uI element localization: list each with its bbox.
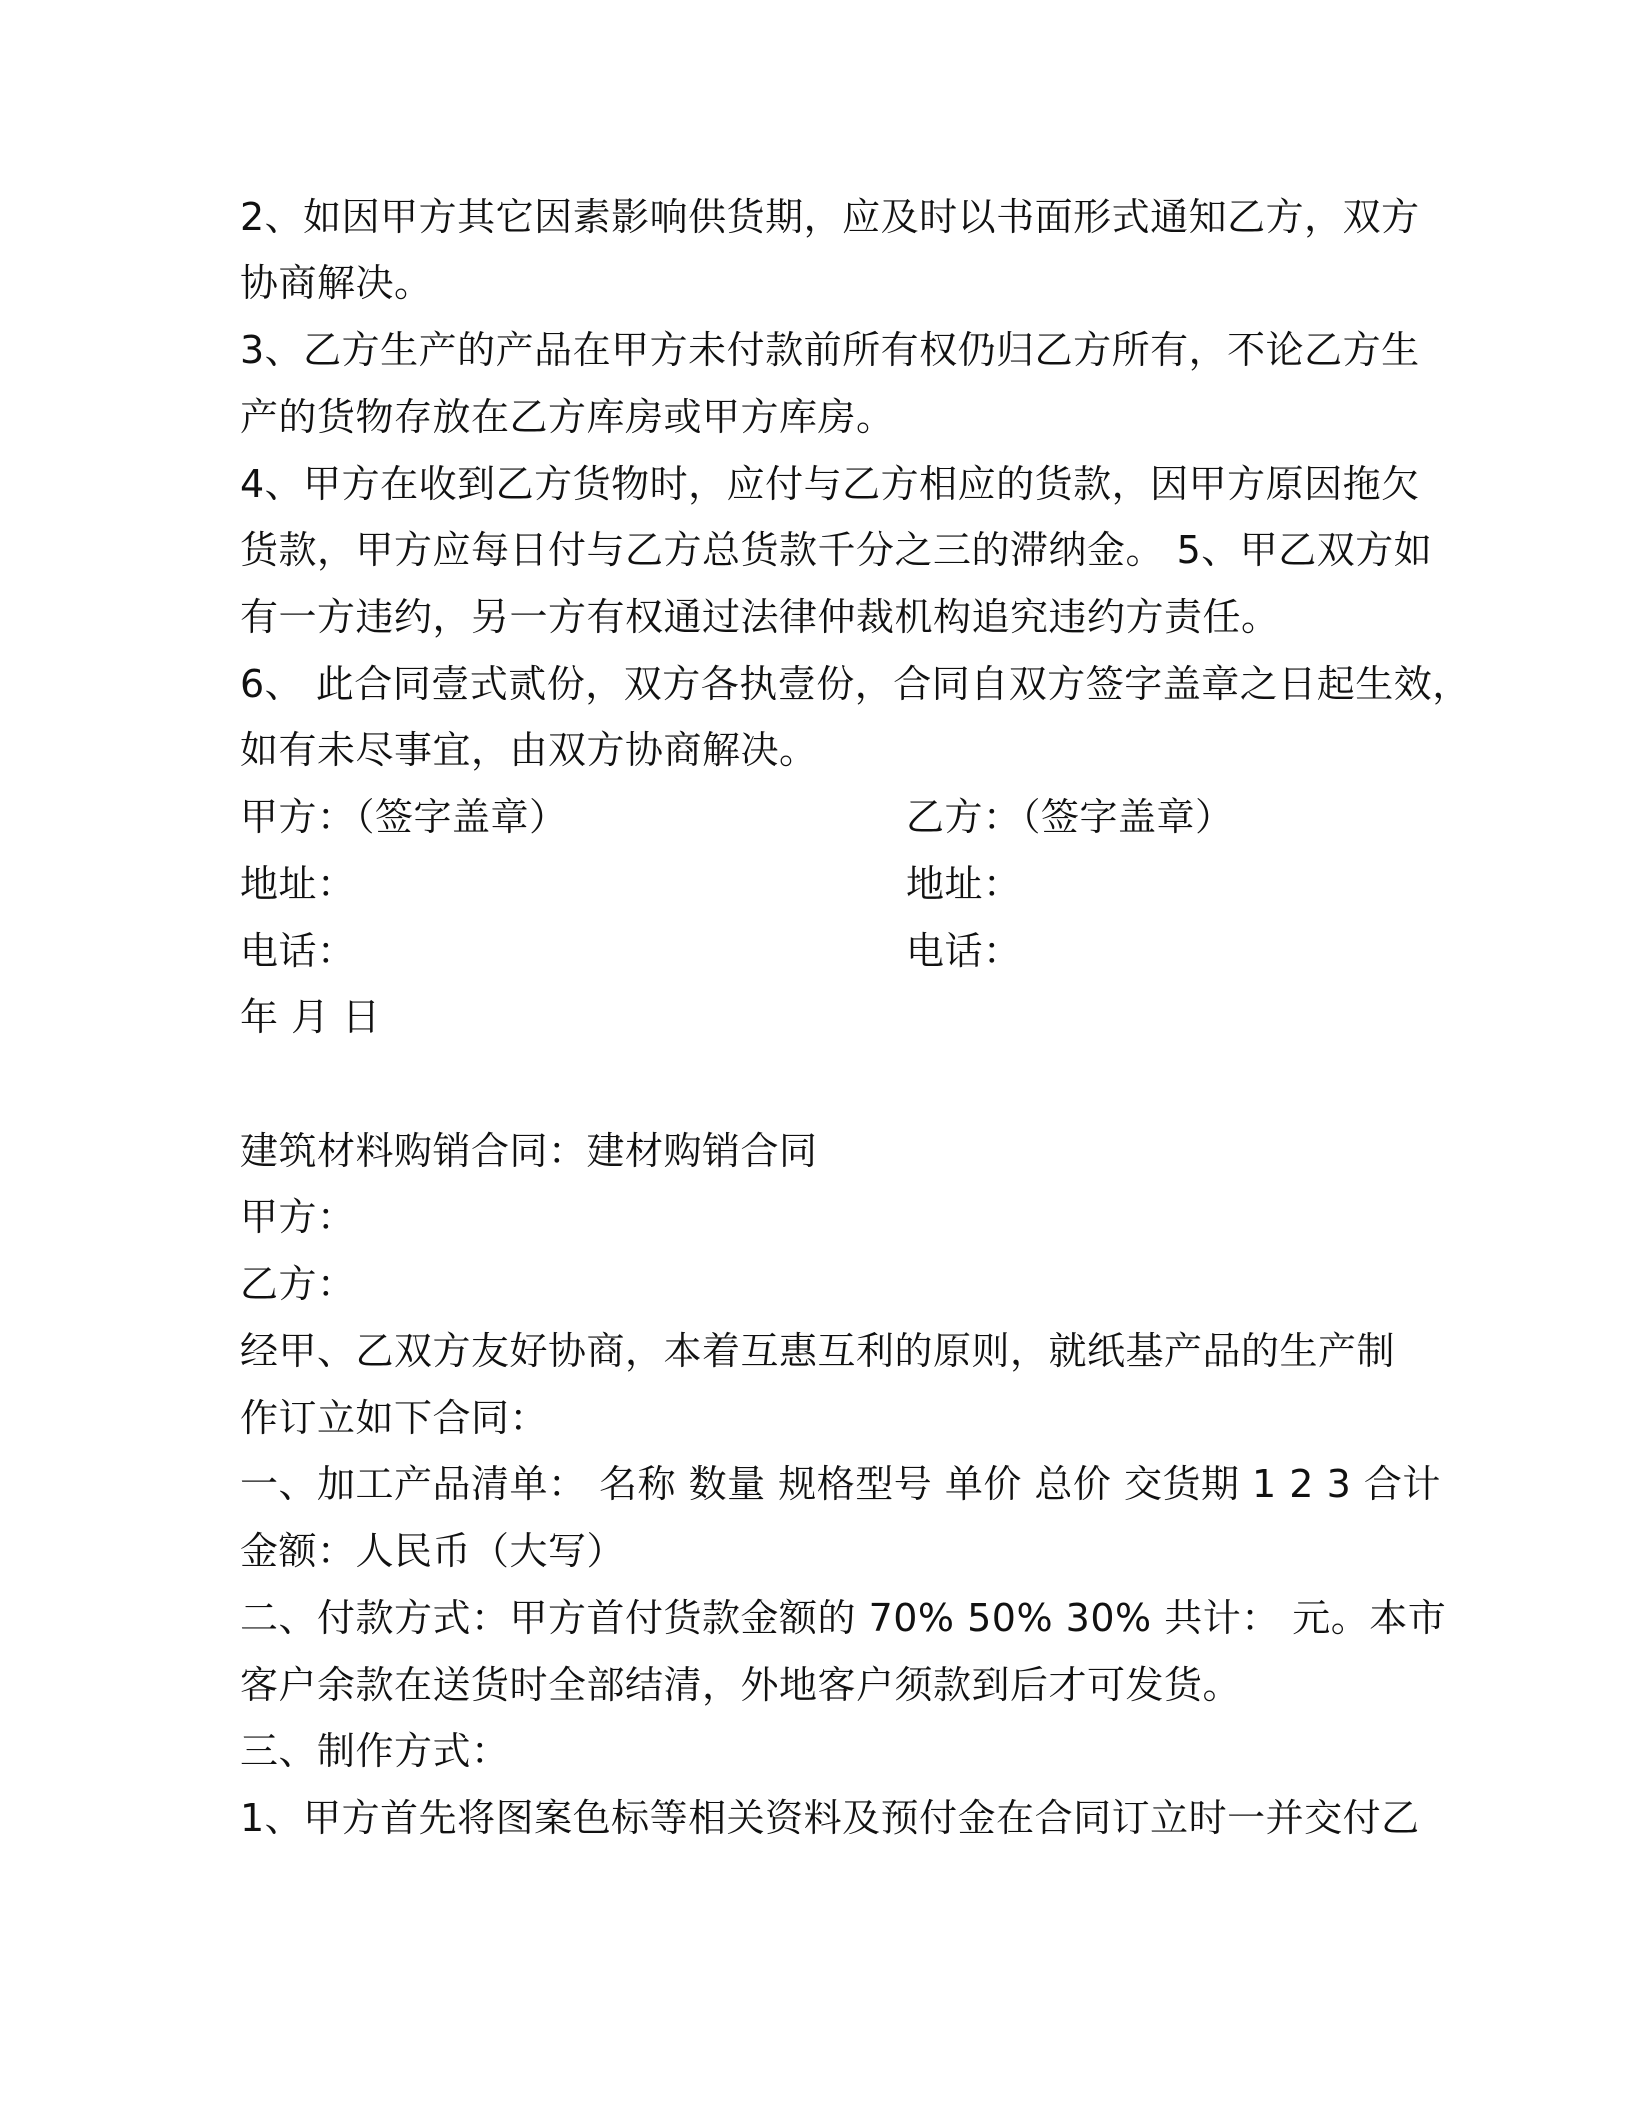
contract-2-intro-line-2: 作订立如下合同：	[240, 1396, 549, 1440]
party-b-signature-label: 乙方：（签字盖章）	[906, 795, 1234, 839]
clause-2-line-1: 2、如因甲方其它因素影响供货期，应及时以书面形式通知乙方，双方	[240, 195, 1420, 239]
clause-2-line-2: 协商解决。	[240, 261, 433, 305]
product-list-line: 一、加工产品清单： 名称 数量 规格型号 单价 总价 交货期 1 2 3 合计	[240, 1462, 1441, 1506]
party-a-signature-label: 甲方：（签字盖章）	[240, 795, 568, 839]
production-item-1: 1、甲方首先将图案色标等相关资料及预付金在合同订立时一并交付乙	[240, 1796, 1420, 1840]
clause-3-line-2: 产的货物存放在乙方库房或甲方库房。	[240, 395, 895, 439]
clause-5-line: 有一方违约，另一方有权通过法律仲裁机构追究违约方责任。	[240, 595, 1280, 639]
party-b-address-label: 地址：	[906, 862, 1022, 906]
contract-2-intro-line-1: 经甲、乙双方友好协商，本着互惠互利的原则，就纸基产品的生产制	[240, 1329, 1396, 1373]
contract-2-party-a: 甲方：	[240, 1195, 356, 1239]
payment-line-2: 客户余款在送货时全部结清，外地客户须款到后才可发货。	[240, 1663, 1242, 1707]
payment-line-1: 二、付款方式：甲方首付货款金额的 70% 50% 30% 共计： 元。本市	[240, 1596, 1447, 1640]
contract-2-title: 建筑材料购销合同：建材购销合同	[240, 1129, 818, 1173]
clause-6-line-1: 6、 此合同壹式贰份，双方各执壹份，合同自双方签字盖章之日起生效，	[240, 662, 1471, 706]
clause-4-line-2: 货款，甲方应每日付与乙方总货款千分之三的滞纳金。 5、甲乙双方如	[240, 528, 1433, 572]
contract-2-party-b: 乙方：	[240, 1262, 356, 1306]
party-a-phone-label: 电话：	[240, 929, 356, 973]
clause-3-line-1: 3、乙方生产的产品在甲方未付款前所有权仍归乙方所有，不论乙方生	[240, 328, 1420, 372]
clause-6-line-2: 如有未尽事宜，由双方协商解决。	[240, 728, 818, 772]
party-a-address-label: 地址：	[240, 862, 356, 906]
amount-line: 金额：人民币（大写）	[240, 1529, 626, 1573]
date-line: 年 月 日	[240, 995, 381, 1039]
party-b-phone-label: 电话：	[906, 929, 1022, 973]
production-heading: 三、制作方式：	[240, 1729, 510, 1773]
clause-4-line-1: 4、甲方在收到乙方货物时，应付与乙方相应的货款，因甲方原因拖欠	[240, 462, 1420, 506]
